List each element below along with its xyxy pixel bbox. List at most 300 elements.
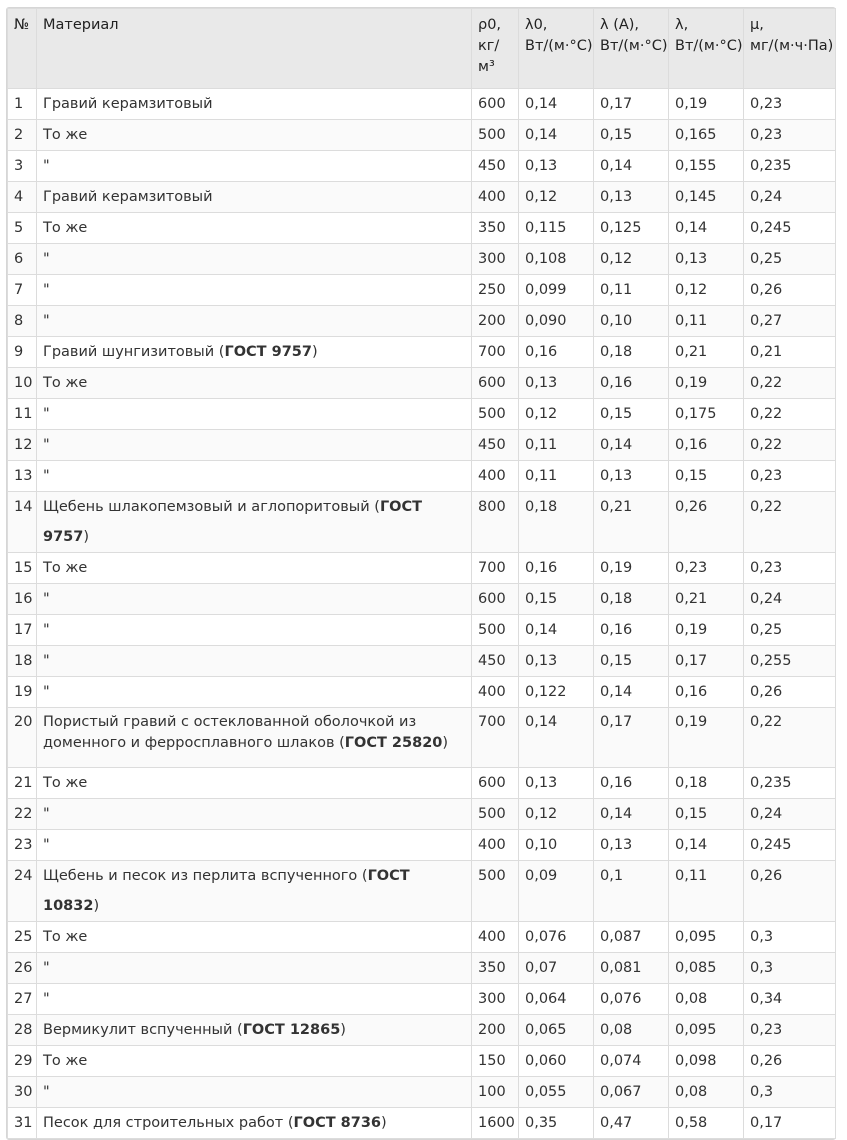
gost-closing-paren: ) — [442, 735, 449, 751]
table-row — [8, 677, 836, 708]
cell-number: 23 — [8, 830, 37, 861]
cell-mu: 0,23 — [744, 461, 836, 492]
cell-number: 24 — [8, 861, 37, 922]
gost-reference: ГОСТ 10832 — [43, 868, 410, 914]
material-name: " — [43, 622, 50, 638]
cell-density: 600 — [472, 768, 519, 799]
table-row — [8, 984, 836, 1015]
material-name: Гравий керамзитовый — [43, 189, 213, 205]
cell-lambda: 0,095 — [669, 922, 744, 953]
cell-lambda: 0,08 — [669, 1077, 744, 1108]
cell-density: 600 — [472, 89, 519, 120]
cell-lambda0: 0,14 — [519, 89, 594, 120]
cell-lambda0: 0,13 — [519, 768, 594, 799]
cell-density: 700 — [472, 337, 519, 368]
table-row — [8, 861, 836, 922]
cell-lambda-a: 0,18 — [594, 337, 669, 368]
cell-material — [37, 275, 472, 306]
cell-material — [37, 89, 472, 120]
cell-lambda: 0,19 — [669, 615, 744, 646]
cell-lambda0: 0,14 — [519, 120, 594, 151]
table-row — [8, 1108, 836, 1139]
cell-mu: 0,25 — [744, 244, 836, 275]
cell-lambda0: 0,12 — [519, 182, 594, 213]
cell-number: 19 — [8, 677, 37, 708]
cell-lambda-a: 0,15 — [594, 120, 669, 151]
cell-material — [37, 768, 472, 799]
cell-density: 500 — [472, 120, 519, 151]
cell-lambda: 0,085 — [669, 953, 744, 984]
cell-mu: 0,23 — [744, 120, 836, 151]
cell-mu: 0,26 — [744, 1046, 836, 1077]
material-name: " — [43, 437, 50, 453]
table-body — [8, 89, 836, 1139]
cell-material — [37, 492, 472, 553]
cell-number: 21 — [8, 768, 37, 799]
cell-lambda-a: 0,08 — [594, 1015, 669, 1046]
header-lambda0: λ0, Вт/(м·°С) — [519, 9, 594, 89]
gost-closing-paren: ) — [311, 344, 318, 360]
cell-density: 450 — [472, 646, 519, 677]
cell-lambda: 0,12 — [669, 275, 744, 306]
cell-lambda-a: 0,16 — [594, 615, 669, 646]
cell-number: 12 — [8, 430, 37, 461]
table-row — [8, 275, 836, 306]
material-name: " — [43, 158, 50, 174]
cell-lambda0: 0,108 — [519, 244, 594, 275]
cell-mu: 0,3 — [744, 953, 836, 984]
material-name: То же — [43, 929, 88, 945]
table-row — [8, 244, 836, 275]
cell-number: 20 — [8, 708, 37, 768]
material-name: То же — [43, 775, 88, 791]
cell-density: 300 — [472, 984, 519, 1015]
gost-closing-paren: ) — [381, 1115, 387, 1131]
cell-lambda: 0,19 — [669, 89, 744, 120]
cell-density: 700 — [472, 708, 519, 768]
material-name: Вермикулит вспученный ( — [43, 1022, 243, 1038]
cell-lambda: 0,165 — [669, 120, 744, 151]
cell-mu: 0,22 — [744, 430, 836, 461]
cell-material — [37, 182, 472, 213]
table-row — [8, 1077, 836, 1108]
cell-lambda-a: 0,12 — [594, 244, 669, 275]
cell-lambda-a: 0,13 — [594, 461, 669, 492]
cell-density: 400 — [472, 461, 519, 492]
cell-density: 500 — [472, 861, 519, 922]
cell-number: 6 — [8, 244, 37, 275]
cell-lambda: 0,11 — [669, 861, 744, 922]
table-row — [8, 461, 836, 492]
cell-density: 350 — [472, 213, 519, 244]
cell-lambda0: 0,060 — [519, 1046, 594, 1077]
table-row — [8, 337, 836, 368]
table-header-row — [8, 9, 836, 89]
cell-material — [37, 584, 472, 615]
cell-density: 400 — [472, 677, 519, 708]
cell-number: 7 — [8, 275, 37, 306]
cell-mu: 0,23 — [744, 89, 836, 120]
table-row — [8, 492, 836, 553]
material-name: " — [43, 1084, 50, 1100]
cell-material — [37, 1015, 472, 1046]
cell-lambda: 0,14 — [669, 830, 744, 861]
cell-mu: 0,23 — [744, 1015, 836, 1046]
cell-lambda-a: 0,1 — [594, 861, 669, 922]
cell-number: 11 — [8, 399, 37, 430]
cell-lambda0: 0,15 — [519, 584, 594, 615]
cell-lambda0: 0,16 — [519, 337, 594, 368]
cell-lambda0: 0,12 — [519, 799, 594, 830]
cell-material — [37, 984, 472, 1015]
cell-density: 1600 — [472, 1108, 519, 1139]
cell-material — [37, 861, 472, 922]
cell-mu: 0,24 — [744, 182, 836, 213]
cell-density: 500 — [472, 615, 519, 646]
cell-material — [37, 922, 472, 953]
cell-lambda0: 0,11 — [519, 461, 594, 492]
cell-lambda: 0,58 — [669, 1108, 744, 1139]
cell-density: 250 — [472, 275, 519, 306]
cell-lambda-a: 0,081 — [594, 953, 669, 984]
cell-lambda-a: 0,13 — [594, 182, 669, 213]
material-name: То же — [43, 560, 88, 576]
cell-lambda: 0,19 — [669, 708, 744, 768]
cell-mu: 0,23 — [744, 553, 836, 584]
cell-lambda0: 0,076 — [519, 922, 594, 953]
cell-density: 300 — [472, 244, 519, 275]
cell-lambda0: 0,14 — [519, 708, 594, 768]
table-row — [8, 151, 836, 182]
material-name: Пористый гравий с остеклованной оболочкой из доменного и ферросплавного шлаков ( — [43, 714, 417, 751]
cell-lambda0: 0,122 — [519, 677, 594, 708]
table-row — [8, 182, 836, 213]
cell-number: 3 — [8, 151, 37, 182]
cell-density: 450 — [472, 430, 519, 461]
table-row — [8, 708, 836, 768]
cell-lambda0: 0,12 — [519, 399, 594, 430]
material-name: Песок для строительных работ ( — [43, 1115, 294, 1131]
cell-material — [37, 953, 472, 984]
cell-lambda: 0,08 — [669, 984, 744, 1015]
cell-material — [37, 1077, 472, 1108]
cell-mu: 0,3 — [744, 922, 836, 953]
header-number: № — [8, 9, 37, 89]
cell-lambda0: 0,10 — [519, 830, 594, 861]
cell-material — [37, 120, 472, 151]
cell-mu: 0,3 — [744, 1077, 836, 1108]
material-name: " — [43, 251, 50, 267]
cell-lambda-a: 0,15 — [594, 399, 669, 430]
cell-density: 400 — [472, 830, 519, 861]
material-name: " — [43, 282, 50, 298]
cell-lambda-a: 0,13 — [594, 830, 669, 861]
cell-lambda0: 0,18 — [519, 492, 594, 553]
cell-lambda0: 0,090 — [519, 306, 594, 337]
cell-number: 27 — [8, 984, 37, 1015]
cell-mu: 0,24 — [744, 799, 836, 830]
gost-reference: ГОСТ 25820 — [344, 735, 443, 751]
cell-lambda: 0,14 — [669, 213, 744, 244]
header-lambda-a: λ (А), Вт/(м·°С) — [594, 9, 669, 89]
cell-material — [37, 461, 472, 492]
cell-number: 29 — [8, 1046, 37, 1077]
cell-density: 200 — [472, 306, 519, 337]
table-row — [8, 399, 836, 430]
cell-mu: 0,235 — [744, 768, 836, 799]
cell-lambda: 0,16 — [669, 677, 744, 708]
cell-lambda: 0,15 — [669, 799, 744, 830]
cell-mu: 0,25 — [744, 615, 836, 646]
table-row — [8, 213, 836, 244]
cell-lambda: 0,145 — [669, 182, 744, 213]
cell-lambda0: 0,16 — [519, 553, 594, 584]
cell-lambda0: 0,115 — [519, 213, 594, 244]
material-name: " — [43, 806, 50, 822]
table-row — [8, 1046, 836, 1077]
cell-lambda0: 0,065 — [519, 1015, 594, 1046]
table-row — [8, 553, 836, 584]
cell-mu: 0,22 — [744, 492, 836, 553]
cell-lambda0: 0,14 — [519, 615, 594, 646]
cell-density: 350 — [472, 953, 519, 984]
cell-material — [37, 337, 472, 368]
cell-lambda0: 0,11 — [519, 430, 594, 461]
cell-lambda-a: 0,10 — [594, 306, 669, 337]
table-row — [8, 1015, 836, 1046]
material-name: Гравий керамзитовый — [43, 96, 213, 112]
cell-density: 700 — [472, 553, 519, 584]
cell-lambda: 0,098 — [669, 1046, 744, 1077]
cell-lambda0: 0,099 — [519, 275, 594, 306]
cell-material — [37, 213, 472, 244]
header-lambda: λ, Вт/(м·°С) — [669, 9, 744, 89]
cell-lambda-a: 0,16 — [594, 768, 669, 799]
cell-material — [37, 151, 472, 182]
cell-number: 14 — [8, 492, 37, 553]
cell-lambda-a: 0,076 — [594, 984, 669, 1015]
material-name: " — [43, 960, 50, 976]
cell-lambda-a: 0,19 — [594, 553, 669, 584]
cell-lambda0: 0,055 — [519, 1077, 594, 1108]
cell-mu: 0,17 — [744, 1108, 836, 1139]
cell-lambda0: 0,35 — [519, 1108, 594, 1139]
header-mu: μ, мг/(м·ч·Па) — [744, 9, 836, 89]
cell-lambda0: 0,064 — [519, 984, 594, 1015]
cell-lambda: 0,23 — [669, 553, 744, 584]
cell-lambda-a: 0,067 — [594, 1077, 669, 1108]
cell-mu: 0,21 — [744, 337, 836, 368]
table-row — [8, 368, 836, 399]
cell-lambda-a: 0,074 — [594, 1046, 669, 1077]
cell-lambda-a: 0,21 — [594, 492, 669, 553]
cell-material — [37, 553, 472, 584]
cell-density: 600 — [472, 584, 519, 615]
material-name: То же — [43, 375, 88, 391]
cell-mu: 0,27 — [744, 306, 836, 337]
table-row — [8, 646, 836, 677]
cell-material — [37, 399, 472, 430]
cell-lambda-a: 0,14 — [594, 677, 669, 708]
table-row — [8, 953, 836, 984]
cell-number: 16 — [8, 584, 37, 615]
material-name: То же — [43, 1053, 88, 1069]
gost-closing-paren: ) — [93, 898, 100, 914]
material-name: " — [43, 591, 50, 607]
cell-lambda0: 0,13 — [519, 368, 594, 399]
material-name: Гравий шунгизитовый ( — [43, 344, 225, 360]
cell-lambda-a: 0,16 — [594, 368, 669, 399]
cell-lambda: 0,21 — [669, 337, 744, 368]
cell-lambda: 0,155 — [669, 151, 744, 182]
material-name: " — [43, 468, 50, 484]
cell-number: 1 — [8, 89, 37, 120]
gost-reference: ГОСТ 8736 — [293, 1115, 382, 1131]
table-row — [8, 830, 836, 861]
cell-number: 9 — [8, 337, 37, 368]
cell-material — [37, 306, 472, 337]
cell-lambda-a: 0,18 — [594, 584, 669, 615]
cell-number: 17 — [8, 615, 37, 646]
cell-material — [37, 368, 472, 399]
cell-density: 100 — [472, 1077, 519, 1108]
material-name: " — [43, 991, 50, 1007]
cell-lambda0: 0,13 — [519, 151, 594, 182]
header-material: Материал — [37, 9, 472, 89]
cell-density: 200 — [472, 1015, 519, 1046]
cell-mu: 0,26 — [744, 275, 836, 306]
cell-number: 18 — [8, 646, 37, 677]
cell-lambda-a: 0,14 — [594, 799, 669, 830]
cell-number: 10 — [8, 368, 37, 399]
cell-number: 31 — [8, 1108, 37, 1139]
cell-mu: 0,26 — [744, 861, 836, 922]
material-name: " — [43, 837, 50, 853]
cell-number: 5 — [8, 213, 37, 244]
gost-closing-paren: ) — [340, 1022, 346, 1038]
cell-material — [37, 1108, 472, 1139]
cell-lambda0: 0,09 — [519, 861, 594, 922]
table-row — [8, 768, 836, 799]
cell-material — [37, 708, 472, 768]
cell-mu: 0,22 — [744, 368, 836, 399]
cell-lambda-a: 0,47 — [594, 1108, 669, 1139]
material-name: Щебень и песок из перлита вспученного ( — [43, 868, 368, 884]
materials-table-container — [6, 7, 836, 1140]
material-name: " — [43, 313, 50, 329]
cell-lambda-a: 0,087 — [594, 922, 669, 953]
cell-mu: 0,34 — [744, 984, 836, 1015]
cell-lambda-a: 0,14 — [594, 430, 669, 461]
cell-lambda: 0,15 — [669, 461, 744, 492]
material-name: То же — [43, 220, 88, 236]
cell-material — [37, 1046, 472, 1077]
cell-density: 400 — [472, 922, 519, 953]
cell-density: 500 — [472, 799, 519, 830]
cell-number: 13 — [8, 461, 37, 492]
cell-lambda: 0,095 — [669, 1015, 744, 1046]
cell-number: 15 — [8, 553, 37, 584]
gost-reference: ГОСТ 9757 — [43, 499, 423, 545]
cell-mu: 0,22 — [744, 708, 836, 768]
cell-material — [37, 799, 472, 830]
material-name: " — [43, 653, 50, 669]
cell-number: 22 — [8, 799, 37, 830]
cell-lambda: 0,175 — [669, 399, 744, 430]
cell-lambda: 0,13 — [669, 244, 744, 275]
cell-material — [37, 615, 472, 646]
cell-lambda0: 0,13 — [519, 646, 594, 677]
cell-mu: 0,245 — [744, 213, 836, 244]
table-row — [8, 120, 836, 151]
cell-mu: 0,235 — [744, 151, 836, 182]
table-row — [8, 922, 836, 953]
table-row — [8, 799, 836, 830]
cell-lambda: 0,17 — [669, 646, 744, 677]
header-density: ρ0, кг/м³ — [472, 9, 519, 89]
cell-mu: 0,255 — [744, 646, 836, 677]
cell-material — [37, 677, 472, 708]
material-name: Щебень шлакопемзовый и аглопоритовый ( — [43, 499, 380, 515]
cell-lambda-a: 0,17 — [594, 708, 669, 768]
cell-mu: 0,22 — [744, 399, 836, 430]
cell-density: 450 — [472, 151, 519, 182]
cell-material — [37, 244, 472, 275]
cell-lambda-a: 0,17 — [594, 89, 669, 120]
cell-density: 400 — [472, 182, 519, 213]
cell-number: 4 — [8, 182, 37, 213]
table-row — [8, 89, 836, 120]
cell-density: 500 — [472, 399, 519, 430]
table-row — [8, 430, 836, 461]
gost-closing-paren: ) — [83, 529, 90, 545]
cell-lambda: 0,16 — [669, 430, 744, 461]
cell-lambda-a: 0,125 — [594, 213, 669, 244]
cell-number: 8 — [8, 306, 37, 337]
materials-table — [7, 8, 836, 1139]
cell-mu: 0,245 — [744, 830, 836, 861]
cell-lambda: 0,11 — [669, 306, 744, 337]
cell-number: 2 — [8, 120, 37, 151]
cell-number: 26 — [8, 953, 37, 984]
cell-material — [37, 430, 472, 461]
cell-density: 150 — [472, 1046, 519, 1077]
cell-number: 25 — [8, 922, 37, 953]
cell-material — [37, 646, 472, 677]
cell-number: 28 — [8, 1015, 37, 1046]
table-row — [8, 615, 836, 646]
cell-mu: 0,24 — [744, 584, 836, 615]
cell-density: 800 — [472, 492, 519, 553]
material-name: " — [43, 684, 50, 700]
material-name: То же — [43, 127, 88, 143]
cell-mu: 0,26 — [744, 677, 836, 708]
gost-reference: ГОСТ 12865 — [242, 1022, 341, 1038]
gost-reference: ГОСТ 9757 — [224, 344, 312, 360]
cell-lambda-a: 0,15 — [594, 646, 669, 677]
cell-lambda: 0,19 — [669, 368, 744, 399]
cell-lambda-a: 0,14 — [594, 151, 669, 182]
cell-lambda-a: 0,11 — [594, 275, 669, 306]
cell-number: 30 — [8, 1077, 37, 1108]
material-name: " — [43, 406, 50, 422]
cell-lambda: 0,21 — [669, 584, 744, 615]
cell-material — [37, 830, 472, 861]
cell-density: 600 — [472, 368, 519, 399]
table-row — [8, 584, 836, 615]
cell-lambda: 0,26 — [669, 492, 744, 553]
table-row — [8, 306, 836, 337]
